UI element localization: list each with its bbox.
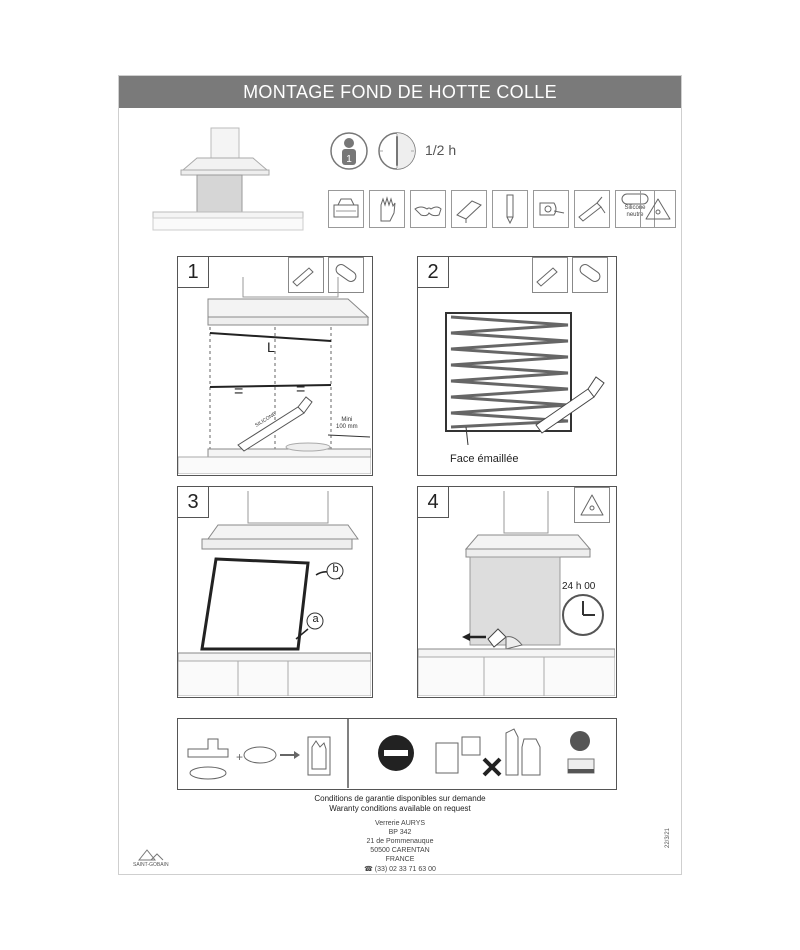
gloves-icon — [369, 190, 405, 228]
saint-gobain-logo — [133, 848, 183, 868]
cure-time-label: 24 h 00 — [562, 581, 596, 592]
step-1-panel — [177, 256, 373, 476]
caulking-gun-icon — [574, 190, 610, 228]
phone-number: ☎ (33) 02 33 71 63 00 — [364, 866, 436, 873]
label-a: a — [312, 613, 319, 625]
step-3-panel — [177, 486, 373, 698]
step-number: 3 — [178, 487, 209, 518]
silicone-label: Silicone neutre — [624, 205, 646, 218]
label-b: b — [332, 563, 339, 575]
document-date: 22/3/21 — [665, 827, 671, 848]
address-line-2: BP 342 — [388, 829, 412, 836]
warranty-en: Waranty conditions available on request — [329, 804, 471, 813]
instruction-sheet — [118, 75, 682, 875]
clock-icon — [377, 131, 417, 171]
spirit-level-icon — [451, 190, 487, 228]
triangle-sponge-icon — [640, 190, 676, 228]
svg-text:1: 1 — [346, 154, 352, 165]
equal-right-label: = — [296, 381, 306, 398]
brand-name: SAINT-GOBAIN — [133, 862, 169, 868]
person-icon — [329, 131, 369, 171]
step-4-panel — [417, 486, 617, 698]
warranty-fr: Conditions de garantie disponibles sur demande — [314, 794, 486, 803]
address-line-4: 50500 CARENTAN — [370, 847, 430, 854]
duration-label: 1/2 h — [425, 142, 457, 158]
min-distance-label: Mini 100 mm — [336, 417, 358, 430]
address-line-3: 21 de Pommenauque — [366, 838, 434, 845]
safety-glasses-icon — [410, 190, 446, 228]
step-2-panel — [417, 256, 617, 476]
address-line-5: FRANCE — [385, 856, 415, 863]
step-1-illustration — [178, 257, 371, 474]
length-label: L — [267, 339, 275, 355]
step-number: 2 — [418, 257, 449, 288]
equal-left-label: = — [234, 383, 244, 400]
hood-overview-illustration — [149, 126, 309, 236]
step-number: 1 — [178, 257, 209, 288]
toolbox-icon — [328, 190, 364, 228]
cleaning-panel — [177, 718, 617, 790]
tape-measure-icon — [533, 190, 569, 228]
cleaning-illustration — [178, 719, 615, 788]
address-line-1: Verrerie AURYS — [374, 820, 426, 827]
step-3-illustration — [178, 487, 371, 696]
cartridge-label: SILICONE — [254, 411, 278, 429]
enamelled-face-label: Face émaillée — [450, 453, 519, 465]
step-2-illustration — [418, 257, 615, 474]
step-number: 4 — [418, 487, 449, 518]
pencil-icon — [492, 190, 528, 228]
svg-text:+: + — [236, 750, 244, 764]
page-title: MONTAGE FOND DE HOTTE COLLE — [119, 76, 681, 108]
